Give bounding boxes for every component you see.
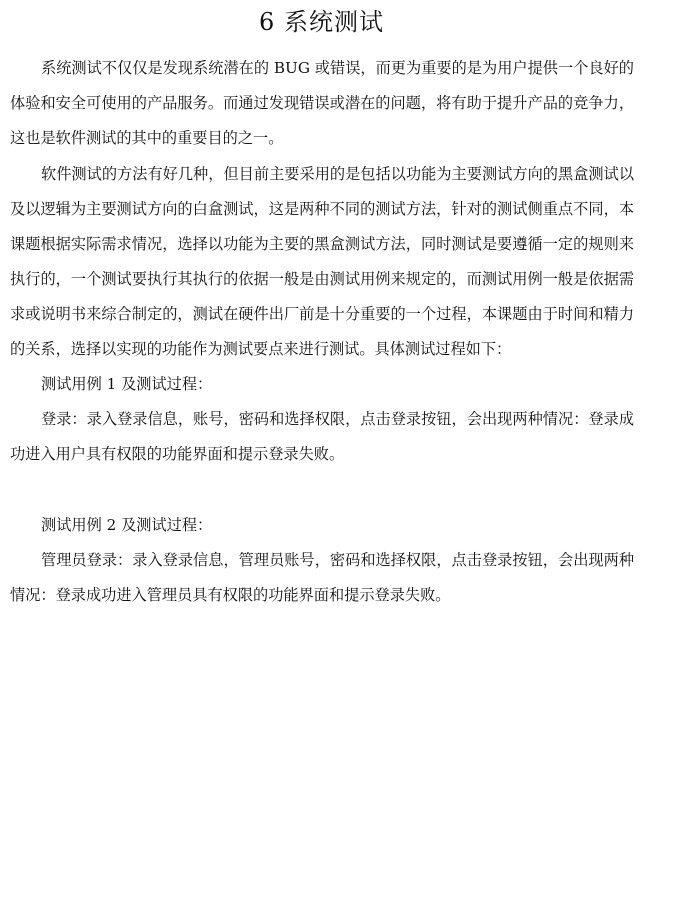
section-title: 6 系统测试 [259, 8, 384, 36]
test-case-2-description: 管理员登录：录入登录信息，管理员账号，密码和选择权限，点击登录按钮，会出现两种情况：登录成功进入管理员具有权限的功能界面和提示登录失败。 [10, 551, 634, 604]
test-case-1-description: 登录：录入登录信息，账号，密码和选择权限，点击登录按钮，会出现两种情况：登录成功进入用户具有权限的功能界面和提示登录失败。 [10, 410, 634, 463]
intro-paragraph: 系统测试不仅仅是发现系统潜在的 BUG 或错误，而更为重要的是为用户提供一个良好的体验和安全可使用的产品服务。而通过发现错误或潜在的问题，将有助于提升产品的竞争力，这也是软件测试的其中的重要目的之一。 [10, 59, 634, 147]
test-case-2-heading: 测试用例 2 及测试过程： [41, 516, 213, 534]
methods-paragraph: 软件测试的方法有好几种，但目前主要采用的是包括以功能为主要测试方向的黑盒测试以及以逻辑为主要测试方向的白盒测试，这是两种不同的测试方法，针对的测试侧重点不同，本课题根据实际需求情况，选择以功能为主要的黑盒测试方法，同时测试是要遵循一定的规则来执行的，一个测试要执行其执行的依据一般是由测试用例来规定的，而测试用例一般是依据需求或说明书来综合制定的，测试在硬件出厂前是十分重要的一个过程，本课题由于时间和精力的关系，选择以实现的功能作为测试要点来进行测试。具体测试过程如下： [10, 165, 634, 358]
test-case-1-heading: 测试用例 1 及测试过程： [41, 375, 213, 393]
